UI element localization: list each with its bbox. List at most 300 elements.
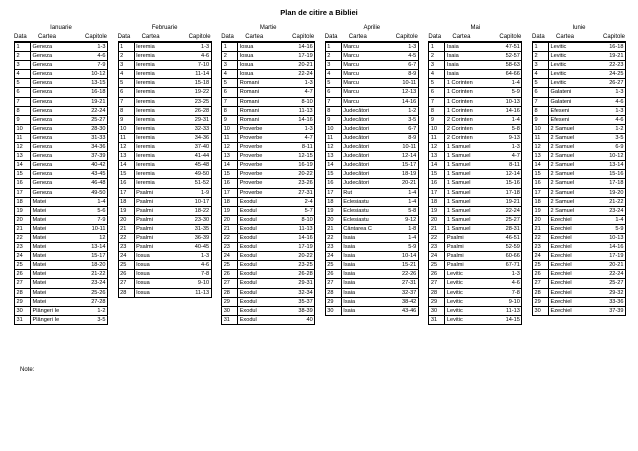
book-cell: Levitic xyxy=(445,288,487,297)
chapters-cell: 12-15 xyxy=(279,152,315,161)
day-cell: 16 xyxy=(325,179,341,188)
table-row xyxy=(325,206,418,215)
book-cell: 1 Samuel xyxy=(445,179,487,188)
book-cell: 1 Samuel xyxy=(445,143,487,152)
chapters-cell: 9-10 xyxy=(176,279,212,288)
table-row xyxy=(533,161,626,170)
table-row xyxy=(15,52,108,61)
table-row xyxy=(533,124,626,133)
table-row xyxy=(222,79,315,88)
book-cell: Exodul xyxy=(238,306,280,315)
chapters-cell: 15-21 xyxy=(383,261,419,270)
day-cell: 28 xyxy=(222,288,238,297)
day-cell: 4 xyxy=(325,70,341,79)
month-header xyxy=(221,24,315,42)
book-cell: 1 Samuel xyxy=(445,188,487,197)
table-row xyxy=(118,261,211,270)
table-row xyxy=(429,152,522,161)
day-cell: 20 xyxy=(325,215,341,224)
book-cell: Geneza xyxy=(31,124,73,133)
chapters-cell: 1-9 xyxy=(176,188,212,197)
table-row xyxy=(222,161,315,170)
chapters-cell: 11-13 xyxy=(279,224,315,233)
chapters-cell: 3-5 xyxy=(590,133,626,142)
day-cell: 5 xyxy=(325,79,341,88)
day-cell: 28 xyxy=(429,288,445,297)
book-cell: Geneza xyxy=(31,52,73,61)
table-row xyxy=(325,197,418,206)
book-cell: Levitic xyxy=(445,270,487,279)
book-cell: Exodul xyxy=(238,261,280,270)
chapters-cell: 1-3 xyxy=(383,43,419,52)
book-cell: Judecători xyxy=(341,179,383,188)
day-cell: 14 xyxy=(15,161,31,170)
day-cell: 6 xyxy=(533,88,549,97)
month-3 xyxy=(325,24,419,316)
chapters-cell: 22-24 xyxy=(279,70,315,79)
day-cell: 4 xyxy=(222,70,238,79)
book-cell: Ieremia xyxy=(134,152,176,161)
book-cell: Geneza xyxy=(31,79,73,88)
day-cell: 29 xyxy=(533,297,549,306)
book-cell: 1 Samuel xyxy=(445,170,487,179)
chapters-cell: 14-16 xyxy=(590,243,626,252)
table-row xyxy=(15,297,108,306)
day-cell: 5 xyxy=(118,79,134,88)
book-cell: Proverbe xyxy=(238,143,280,152)
book-cell: Exodul xyxy=(238,252,280,261)
chapters-cell: 26-28 xyxy=(176,106,212,115)
table-row xyxy=(533,197,626,206)
table-row xyxy=(222,279,315,288)
chapters-cell: 6-7 xyxy=(383,124,419,133)
month-header xyxy=(428,24,522,42)
table-row xyxy=(222,61,315,70)
day-cell: 5 xyxy=(15,79,31,88)
day-cell: 17 xyxy=(118,188,134,197)
day-cell: 18 xyxy=(533,197,549,206)
book-cell: 1 Samuel xyxy=(445,206,487,215)
table-row xyxy=(222,206,315,215)
table-row xyxy=(533,43,626,52)
day-cell: 26 xyxy=(325,270,341,279)
book-cell: Isaia xyxy=(341,297,383,306)
day-cell: 27 xyxy=(15,279,31,288)
table-row xyxy=(429,297,522,306)
header-day: Data xyxy=(221,34,234,40)
chapters-cell: 32-33 xyxy=(176,124,212,133)
day-cell: 5 xyxy=(222,79,238,88)
day-cell: 11 xyxy=(325,133,341,142)
header-book: Cartea xyxy=(141,34,160,40)
table-row xyxy=(325,233,418,242)
chapters-cell: 7-9 xyxy=(72,61,108,70)
table-row xyxy=(429,197,522,206)
day-cell: 18 xyxy=(118,197,134,206)
day-cell: 27 xyxy=(118,279,134,288)
day-cell: 10 xyxy=(222,124,238,133)
chapters-cell: 1-2 xyxy=(590,124,626,133)
chapters-cell: 9-13 xyxy=(486,133,522,142)
book-cell: Geneza xyxy=(31,106,73,115)
header-chapters: Capitole xyxy=(395,34,418,40)
table-row xyxy=(118,188,211,197)
chapters-cell: 12-14 xyxy=(486,170,522,179)
table-row xyxy=(15,43,108,52)
book-cell: Galateni xyxy=(549,88,591,97)
chapters-cell: 7-8 xyxy=(176,270,212,279)
day-cell: 31 xyxy=(15,315,31,324)
book-cell: Romani xyxy=(238,88,280,97)
book-cell: 2 Samuel xyxy=(549,161,591,170)
chapters-cell: 24-25 xyxy=(590,70,626,79)
header-chapters: Capitole xyxy=(602,34,625,40)
book-cell: Efeseni xyxy=(549,106,591,115)
day-cell: 15 xyxy=(118,170,134,179)
table-row xyxy=(533,152,626,161)
day-cell: 26 xyxy=(118,270,134,279)
day-cell: 11 xyxy=(429,133,445,142)
table-row xyxy=(325,252,418,261)
table-row xyxy=(325,243,418,252)
day-cell: 25 xyxy=(325,261,341,270)
chapters-cell: 19-21 xyxy=(590,52,626,61)
table-row xyxy=(429,224,522,233)
table-row xyxy=(222,88,315,97)
chapters-cell: 1-2 xyxy=(72,306,108,315)
chapters-cell: 4-5 xyxy=(383,52,419,61)
day-cell: 12 xyxy=(533,143,549,152)
table-row xyxy=(429,233,522,242)
day-cell: 11 xyxy=(222,133,238,142)
table-row xyxy=(15,306,108,315)
table-row xyxy=(325,133,418,142)
chapters-cell: 34-36 xyxy=(176,133,212,142)
book-cell: Marcu xyxy=(341,70,383,79)
chapters-cell: 10-12 xyxy=(590,152,626,161)
book-cell: Eclesiastu xyxy=(341,215,383,224)
day-cell: 16 xyxy=(15,179,31,188)
table-row xyxy=(533,270,626,279)
book-cell: Ieremia xyxy=(134,43,176,52)
book-cell: Judecători xyxy=(341,124,383,133)
day-cell: 10 xyxy=(118,124,134,133)
book-cell: Romani xyxy=(238,106,280,115)
chapters-cell: 25-27 xyxy=(486,215,522,224)
table-row xyxy=(118,279,211,288)
table-row xyxy=(222,188,315,197)
chapters-cell: 1-4 xyxy=(72,197,108,206)
chapters-cell: 1-2 xyxy=(383,106,419,115)
table-row xyxy=(15,115,108,124)
table-row xyxy=(429,288,522,297)
book-cell: Levitic xyxy=(549,52,591,61)
book-cell: 2 Samuel xyxy=(549,188,591,197)
day-cell: 8 xyxy=(118,106,134,115)
book-cell: Iosua xyxy=(134,252,176,261)
book-cell: Marcu xyxy=(341,43,383,52)
day-cell: 19 xyxy=(118,206,134,215)
day-cell: 27 xyxy=(533,279,549,288)
book-cell: Psalmi xyxy=(445,243,487,252)
day-cell: 22 xyxy=(325,233,341,242)
book-cell: Exodul xyxy=(238,297,280,306)
book-cell: Ezechiel xyxy=(549,224,591,233)
chapters-cell: 7-10 xyxy=(176,61,212,70)
chapters-cell: 5-8 xyxy=(486,124,522,133)
table-row xyxy=(15,79,108,88)
book-cell: 1 Samuel xyxy=(445,161,487,170)
day-cell: 29 xyxy=(222,297,238,306)
table-row xyxy=(118,97,211,106)
day-cell: 6 xyxy=(15,88,31,97)
chapters-cell: 32-34 xyxy=(279,288,315,297)
table-row xyxy=(533,106,626,115)
day-cell: 15 xyxy=(325,170,341,179)
chapters-cell: 36-39 xyxy=(176,233,212,242)
table-row xyxy=(15,233,108,242)
chapters-cell: 27-31 xyxy=(279,188,315,197)
table-row xyxy=(222,243,315,252)
book-cell: Isaia xyxy=(341,243,383,252)
day-cell: 30 xyxy=(15,306,31,315)
book-cell: Isaia xyxy=(341,252,383,261)
chapters-cell: 52-59 xyxy=(486,243,522,252)
day-cell: 5 xyxy=(429,79,445,88)
month-name: Mai xyxy=(470,25,481,31)
book-cell: Geneza xyxy=(31,115,73,124)
table-row xyxy=(325,270,418,279)
book-cell: Marcu xyxy=(341,88,383,97)
book-cell: Marcu xyxy=(341,97,383,106)
chapters-cell: 41-44 xyxy=(176,152,212,161)
column-headers xyxy=(118,33,212,42)
day-cell: 1 xyxy=(118,43,134,52)
day-cell: 16 xyxy=(118,179,134,188)
book-cell: 1 Corinten xyxy=(445,79,487,88)
day-cell: 24 xyxy=(222,252,238,261)
day-cell: 28 xyxy=(533,288,549,297)
table-row xyxy=(429,97,522,106)
day-cell: 24 xyxy=(533,252,549,261)
table-row xyxy=(118,288,211,297)
chapters-cell: 21-22 xyxy=(590,197,626,206)
book-cell: Romani xyxy=(238,115,280,124)
chapters-cell: 11-13 xyxy=(176,288,212,297)
chapters-cell: 10-17 xyxy=(176,197,212,206)
chapters-cell: 49-50 xyxy=(72,188,108,197)
book-cell: Geneza xyxy=(31,61,73,70)
day-cell: 4 xyxy=(15,70,31,79)
chapters-cell: 20-21 xyxy=(590,261,626,270)
chapters-cell: 1-4 xyxy=(383,197,419,206)
book-cell: Marcu xyxy=(341,61,383,70)
table-row xyxy=(118,61,211,70)
day-cell: 13 xyxy=(325,152,341,161)
book-cell: Matei xyxy=(31,197,73,206)
day-cell: 2 xyxy=(15,52,31,61)
chapters-cell: 14-16 xyxy=(279,115,315,124)
chapters-cell: 22-23 xyxy=(590,61,626,70)
book-cell: Psalmi xyxy=(445,233,487,242)
chapters-cell: 1-3 xyxy=(486,143,522,152)
book-cell: Geneza xyxy=(31,88,73,97)
chapters-cell: 27-28 xyxy=(72,297,108,306)
book-cell: 2 Samuel xyxy=(549,124,591,133)
chapters-cell: 4-7 xyxy=(486,152,522,161)
table-row xyxy=(429,270,522,279)
chapters-cell: 20-21 xyxy=(383,179,419,188)
table-row xyxy=(118,70,211,79)
day-cell: 13 xyxy=(533,152,549,161)
day-cell: 4 xyxy=(429,70,445,79)
day-cell: 3 xyxy=(325,61,341,70)
book-cell: Ieremia xyxy=(134,124,176,133)
day-cell: 7 xyxy=(429,97,445,106)
book-cell: Exodul xyxy=(238,215,280,224)
table-row xyxy=(325,97,418,106)
day-cell: 17 xyxy=(429,188,445,197)
table-row xyxy=(222,115,315,124)
chapters-cell: 18-22 xyxy=(176,206,212,215)
month-2 xyxy=(221,24,315,325)
table-row xyxy=(222,224,315,233)
table-row xyxy=(429,52,522,61)
table-row xyxy=(118,133,211,142)
table-row xyxy=(118,233,211,242)
table-row xyxy=(325,52,418,61)
day-cell: 2 xyxy=(429,52,445,61)
book-cell: Ieremia xyxy=(134,133,176,142)
book-cell: Proverbe xyxy=(238,152,280,161)
book-cell: Matei xyxy=(31,288,73,297)
chapters-cell: 4-6 xyxy=(486,279,522,288)
table-row xyxy=(15,133,108,142)
table-row xyxy=(118,270,211,279)
chapters-cell: 4-6 xyxy=(590,97,626,106)
day-cell: 6 xyxy=(118,88,134,97)
table-row xyxy=(325,115,418,124)
chapters-cell: 1-3 xyxy=(590,106,626,115)
book-cell: Efeseni xyxy=(549,115,591,124)
chapters-cell: 10-11 xyxy=(383,143,419,152)
day-cell: 6 xyxy=(222,88,238,97)
table-row xyxy=(325,279,418,288)
book-cell: Ieremia xyxy=(134,106,176,115)
chapters-cell: 22-24 xyxy=(590,270,626,279)
table-row xyxy=(118,79,211,88)
table-row xyxy=(533,52,626,61)
day-cell: 19 xyxy=(222,206,238,215)
book-cell: Geneza xyxy=(31,152,73,161)
table-row xyxy=(533,288,626,297)
day-cell: 2 xyxy=(222,52,238,61)
table-row xyxy=(533,224,626,233)
chapters-cell: 11-13 xyxy=(486,306,522,315)
chapters-cell: 3-5 xyxy=(72,315,108,324)
table-row xyxy=(533,306,626,315)
day-cell: 9 xyxy=(15,115,31,124)
table-row xyxy=(325,179,418,188)
book-cell: 2 Samuel xyxy=(549,133,591,142)
book-cell: 1 Corinten xyxy=(445,88,487,97)
table-row xyxy=(15,97,108,106)
chapters-cell: 40-42 xyxy=(72,161,108,170)
book-cell: Exodul xyxy=(238,270,280,279)
table-row xyxy=(429,252,522,261)
book-cell: Levitic xyxy=(445,315,487,324)
book-cell: Matei xyxy=(31,215,73,224)
chapters-cell: 4-6 xyxy=(590,115,626,124)
table-row xyxy=(118,88,211,97)
chapters-cell: 17-19 xyxy=(590,252,626,261)
book-cell: Levitic xyxy=(549,79,591,88)
book-cell: Exodul xyxy=(238,233,280,242)
chapters-cell: 2-4 xyxy=(279,197,315,206)
table-row xyxy=(15,161,108,170)
column-headers xyxy=(532,33,626,42)
book-cell: 1 Corinten xyxy=(445,97,487,106)
chapters-cell: 14-16 xyxy=(279,43,315,52)
chapters-cell: 12-13 xyxy=(383,88,419,97)
chapters-cell: 8-9 xyxy=(383,70,419,79)
book-cell: Isaia xyxy=(341,279,383,288)
header-chapters: Capitole xyxy=(499,34,522,40)
reading-table xyxy=(221,42,315,325)
day-cell: 22 xyxy=(15,233,31,242)
book-cell: Isaia xyxy=(341,306,383,315)
table-row xyxy=(325,106,418,115)
day-cell: 8 xyxy=(533,106,549,115)
book-cell: Psalmi xyxy=(134,243,176,252)
table-row xyxy=(15,197,108,206)
chapters-cell: 15-17 xyxy=(72,252,108,261)
book-cell: Psalmi xyxy=(134,197,176,206)
day-cell: 3 xyxy=(533,61,549,70)
chapters-cell: 45-48 xyxy=(176,161,212,170)
day-cell: 25 xyxy=(118,261,134,270)
table-row xyxy=(533,170,626,179)
table-row xyxy=(118,152,211,161)
day-cell: 9 xyxy=(533,115,549,124)
book-cell: Matei xyxy=(31,261,73,270)
chapters-cell: 6-9 xyxy=(590,143,626,152)
book-cell: Marcu xyxy=(341,52,383,61)
chapters-cell: 43-45 xyxy=(72,170,108,179)
chapters-cell: 23-25 xyxy=(176,97,212,106)
book-cell: Ezechiel xyxy=(549,233,591,242)
day-cell: 31 xyxy=(222,315,238,324)
table-row xyxy=(533,61,626,70)
day-cell: 24 xyxy=(15,252,31,261)
book-cell: Plângeri Ie xyxy=(31,306,73,315)
header-day: Data xyxy=(532,34,545,40)
chapters-cell: 33-36 xyxy=(590,297,626,306)
book-cell: Levitic xyxy=(445,306,487,315)
table-row xyxy=(118,206,211,215)
day-cell: 10 xyxy=(15,124,31,133)
chapters-cell: 23-25 xyxy=(279,261,315,270)
book-cell: Isaia xyxy=(445,52,487,61)
chapters-cell: 1-4 xyxy=(590,215,626,224)
chapters-cell: 25-26 xyxy=(72,288,108,297)
book-cell: Isaia xyxy=(341,261,383,270)
chapters-cell: 1-4 xyxy=(486,115,522,124)
book-cell: Iosua xyxy=(238,61,280,70)
table-row xyxy=(118,124,211,133)
day-cell: 21 xyxy=(429,224,445,233)
chapters-cell: 9-10 xyxy=(486,297,522,306)
